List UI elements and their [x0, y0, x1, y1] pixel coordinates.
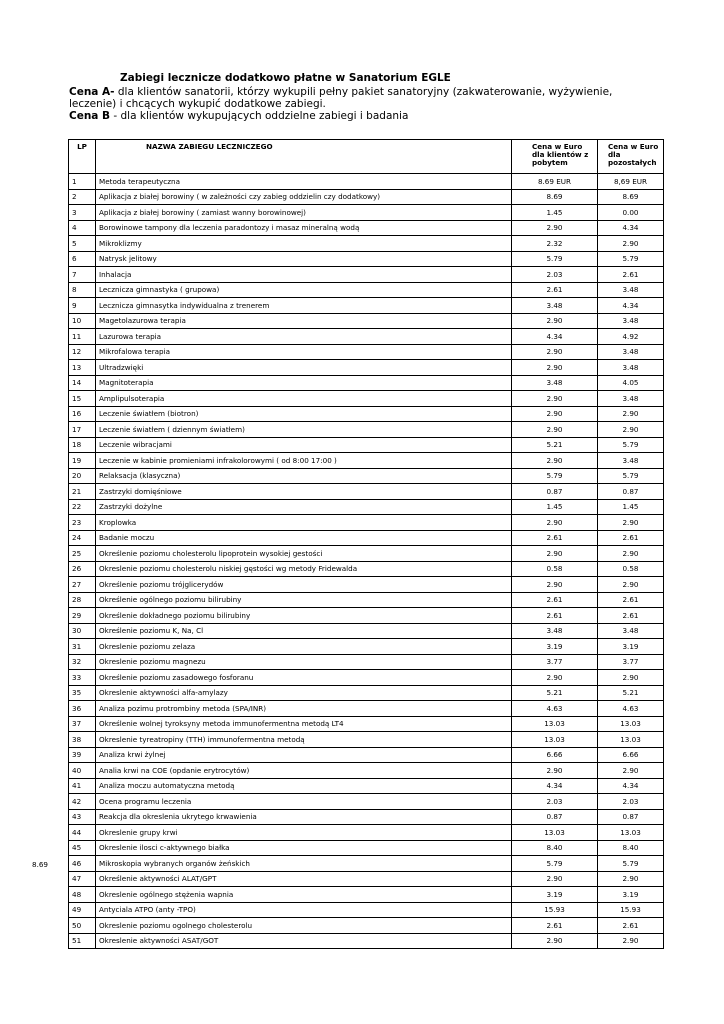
cell-name: Zastrzyki domięśniowe [96, 484, 512, 500]
table-row [69, 918, 664, 934]
cell-price-b: 8.69 [598, 189, 664, 205]
cell-price-b: 5.79 [598, 251, 664, 267]
cell-name: Określenie wolnej tyroksyny metoda immunofermentna metodą LT4 [96, 716, 512, 732]
cell-price-a: 2.61 [512, 530, 598, 546]
cell-lp: 15 [69, 391, 96, 407]
cell-price-b: 4.34 [598, 220, 664, 236]
cell-lp: 33 [69, 670, 96, 686]
cell-lp: 50 [69, 918, 96, 934]
table-row [69, 236, 664, 252]
header-name: NAZWA ZABIEGU LECZNICZEGO [96, 140, 512, 174]
cell-lp: 3 [69, 205, 96, 221]
cell-price-b: 5.79 [598, 468, 664, 484]
cell-price-a: 2.90 [512, 763, 598, 779]
table-row [69, 360, 664, 376]
cell-lp: 23 [69, 515, 96, 531]
table-row [69, 499, 664, 515]
cell-price-b: 3.48 [598, 623, 664, 639]
table-row [69, 856, 664, 872]
table-row [69, 592, 664, 608]
cell-price-a: 5.79 [512, 856, 598, 872]
cell-name: Określenie ogólnego poziomu bilirubiny [96, 592, 512, 608]
cell-price-a: 2.61 [512, 282, 598, 298]
cell-price-b: 2.90 [598, 871, 664, 887]
cell-lp: 40 [69, 763, 96, 779]
cell-lp: 43 [69, 809, 96, 825]
cell-name: Okreslenie ogólnego stężenia wapnia [96, 887, 512, 903]
cell-price-b: 5.79 [598, 856, 664, 872]
header-lp: LP [69, 140, 96, 174]
cell-lp: 51 [69, 933, 96, 949]
cell-name: Analia krwi na COE (opdanie erytrocytów) [96, 763, 512, 779]
cell-lp: 49 [69, 902, 96, 918]
cell-lp: 48 [69, 887, 96, 903]
cell-lp: 11 [69, 329, 96, 345]
table-row [69, 375, 664, 391]
cell-name: Okreslenie poziomu ogolnego cholesterolu [96, 918, 512, 934]
cell-name: Leczenie światłem (biotron) [96, 406, 512, 422]
table-row [69, 639, 664, 655]
table-row [69, 871, 664, 887]
cell-price-b: 4.34 [598, 298, 664, 314]
cell-price-a: 1.45 [512, 205, 598, 221]
cell-price-b: 2.90 [598, 933, 664, 949]
cell-price-b: 13.03 [598, 716, 664, 732]
table-row [69, 809, 664, 825]
cell-lp: 9 [69, 298, 96, 314]
cell-lp: 27 [69, 577, 96, 593]
cell-price-b: 3.48 [598, 344, 664, 360]
cell-name: Lecznicza gimnasytka indywidualna z trenerem [96, 298, 512, 314]
table-body [69, 174, 664, 949]
cell-name: Ocena programu leczenia [96, 794, 512, 810]
cell-price-b: 2.90 [598, 515, 664, 531]
cell-name: Badanie moczu [96, 530, 512, 546]
cell-price-b: 4.92 [598, 329, 664, 345]
cell-price-a: 3.48 [512, 375, 598, 391]
cell-price-b: 2.61 [598, 592, 664, 608]
cell-price-a: 8.69 EUR [512, 174, 598, 190]
cell-lp: 14 [69, 375, 96, 391]
cell-name: Ultradzwięki [96, 360, 512, 376]
cell-name: Magnitoterapia [96, 375, 512, 391]
table-row [69, 902, 664, 918]
cena-b-label: Cena B [69, 110, 111, 122]
cell-name: Mikrofalowa terapia [96, 344, 512, 360]
cell-price-a: 13.03 [512, 825, 598, 841]
cell-lp: 36 [69, 701, 96, 717]
cena-a-text: dla klientów sanatorii, którzy wykupili pełny pakiet sanatoryjny (zakwaterowanie, wyżywienie, leczenie) i chcących wykupić dodatkowe zabiegi. [69, 86, 613, 110]
cell-lp: 12 [69, 344, 96, 360]
table-row [69, 267, 664, 283]
cell-name: Leczenie światłem ( dziennym światłem) [96, 422, 512, 438]
cell-price-a: 2.90 [512, 670, 598, 686]
table-row [69, 701, 664, 717]
cell-lp: 2 [69, 189, 96, 205]
cell-name: Leczenie wibracjami [96, 437, 512, 453]
cell-price-a: 13.03 [512, 716, 598, 732]
cell-lp: 8 [69, 282, 96, 298]
cell-name: Okreslenie ilosci c-aktywnego białka [96, 840, 512, 856]
cell-price-b: 0.58 [598, 561, 664, 577]
cell-price-b: 13.03 [598, 732, 664, 748]
table-row [69, 763, 664, 779]
cell-price-b: 3.48 [598, 282, 664, 298]
cell-name: Metoda terapeutyczna [96, 174, 512, 190]
table-row [69, 778, 664, 794]
cell-name: Aplikacja z białej borowiny ( zamiast wanny borowinowej) [96, 205, 512, 221]
cell-price-b: 6.66 [598, 747, 664, 763]
table-row [69, 344, 664, 360]
cell-name: Okreslenie aktywności ASAT/GOT [96, 933, 512, 949]
table-row [69, 174, 664, 190]
cell-name: Relaksacja (klasyczna) [96, 468, 512, 484]
cell-name: Okreslenie grupy krwi [96, 825, 512, 841]
cell-name: Lecznicza gimnastyka ( grupowa) [96, 282, 512, 298]
cell-lp: 6 [69, 251, 96, 267]
cell-name: Antyciala ATPO (anty -TPO) [96, 902, 512, 918]
cell-name: Określenie poziomu K, Na, Cl [96, 623, 512, 639]
cell-price-b: 2.90 [598, 236, 664, 252]
cell-lp: 17 [69, 422, 96, 438]
cell-lp: 21 [69, 484, 96, 500]
cell-price-b: 4.34 [598, 778, 664, 794]
cell-price-a: 2.90 [512, 220, 598, 236]
cell-price-b: 3.48 [598, 453, 664, 469]
cell-price-b: 5.79 [598, 437, 664, 453]
cell-lp: 29 [69, 608, 96, 624]
cell-lp: 38 [69, 732, 96, 748]
header-price-b: Cena w Euro dla pozostałych [598, 140, 664, 174]
cell-name: Kroplowka [96, 515, 512, 531]
cell-lp: 20 [69, 468, 96, 484]
cell-price-a: 3.77 [512, 654, 598, 670]
cell-name: Mikroskopia wybranych organów żeńskich [96, 856, 512, 872]
cell-price-b: 2.03 [598, 794, 664, 810]
cell-lp: 42 [69, 794, 96, 810]
cell-lp: 32 [69, 654, 96, 670]
cell-name: Zastrzyki dożylne [96, 499, 512, 515]
cell-price-a: 2.90 [512, 422, 598, 438]
cell-name: Określenie aktywności ALAT/GPT [96, 871, 512, 887]
cell-lp: 18 [69, 437, 96, 453]
cell-name: Amplipulsoterapia [96, 391, 512, 407]
cell-lp: 7 [69, 267, 96, 283]
cell-price-b: 2.90 [598, 763, 664, 779]
cell-price-b: 8.40 [598, 840, 664, 856]
cena-a-paragraph [69, 86, 649, 110]
cell-price-a: 5.21 [512, 437, 598, 453]
cell-price-b: 1.45 [598, 499, 664, 515]
table-row [69, 840, 664, 856]
cell-price-a: 5.79 [512, 468, 598, 484]
cell-price-b: 0.87 [598, 484, 664, 500]
cell-price-a: 2.61 [512, 592, 598, 608]
cell-price-a: 2.90 [512, 515, 598, 531]
table-row [69, 406, 664, 422]
table-row [69, 933, 664, 949]
cell-price-b: 15.93 [598, 902, 664, 918]
cell-price-a: 2.61 [512, 608, 598, 624]
table-row [69, 422, 664, 438]
table-row [69, 577, 664, 593]
cell-lp: 5 [69, 236, 96, 252]
cell-name: Określenie dokładnego poziomu bilirubiny [96, 608, 512, 624]
cell-price-b: 0.00 [598, 205, 664, 221]
cell-lp: 22 [69, 499, 96, 515]
cell-price-a: 2.90 [512, 546, 598, 562]
cell-lp: 24 [69, 530, 96, 546]
cena-b-text: - dla klientów wykupujących oddzielne zabiegi i badania [110, 110, 409, 122]
cell-lp: 25 [69, 546, 96, 562]
table-row [69, 794, 664, 810]
cell-price-a: 2.90 [512, 871, 598, 887]
cell-price-b: 2.90 [598, 422, 664, 438]
cell-price-a: 4.34 [512, 329, 598, 345]
cell-lp: 35 [69, 685, 96, 701]
cell-name: Reakcja dla okreslenia ukrytego krwawienia [96, 809, 512, 825]
cell-price-b: 0.87 [598, 809, 664, 825]
cell-price-a: 5.21 [512, 685, 598, 701]
cell-price-a: 0.87 [512, 809, 598, 825]
cell-price-b: 8,69 EUR [598, 174, 664, 190]
table-row [69, 561, 664, 577]
cell-price-b: 3.19 [598, 887, 664, 903]
cell-lp: 31 [69, 639, 96, 655]
cell-lp: 44 [69, 825, 96, 841]
table-row [69, 484, 664, 500]
cell-name: Leczenie w kabinie promieniami infrakolorowymi ( od 8:00 17:00 ) [96, 453, 512, 469]
cell-price-a: 2.32 [512, 236, 598, 252]
cell-name: Mikroklizmy [96, 236, 512, 252]
table-row [69, 251, 664, 267]
table-row [69, 189, 664, 205]
cell-lp: 39 [69, 747, 96, 763]
cell-price-a: 13.03 [512, 732, 598, 748]
table-row [69, 530, 664, 546]
cell-price-b: 2.90 [598, 406, 664, 422]
cell-price-a: 2.03 [512, 267, 598, 283]
cell-price-b: 5.21 [598, 685, 664, 701]
cell-price-b: 3.48 [598, 313, 664, 329]
table-row [69, 747, 664, 763]
cell-name: Borowinowe tampony dla leczenia paradontozy i masaz mineralną wodą [96, 220, 512, 236]
table-row [69, 825, 664, 841]
cell-price-a: 5.79 [512, 251, 598, 267]
price-table [68, 139, 664, 949]
cell-lp: 30 [69, 623, 96, 639]
cell-price-b: 3.77 [598, 654, 664, 670]
cell-price-b: 2.61 [598, 267, 664, 283]
cell-lp: 28 [69, 592, 96, 608]
cell-price-a: 15.93 [512, 902, 598, 918]
cell-price-a: 3.48 [512, 298, 598, 314]
cell-name: Okreslenie poziomu cholesterolu niskiej gęstości wg metody Fridewalda [96, 561, 512, 577]
table-row [69, 716, 664, 732]
cell-lp: 19 [69, 453, 96, 469]
cell-price-a: 3.48 [512, 623, 598, 639]
table-row [69, 220, 664, 236]
cell-lp: 37 [69, 716, 96, 732]
cell-price-a: 3.19 [512, 887, 598, 903]
cell-price-a: 4.63 [512, 701, 598, 717]
table-row [69, 282, 664, 298]
cell-price-a: 2.90 [512, 453, 598, 469]
cell-name: Natrysk jelitowy [96, 251, 512, 267]
table-row [69, 298, 664, 314]
cell-name: Analiza pozimu protrombiny metoda (SPA/INR) [96, 701, 512, 717]
cell-lp: 1 [69, 174, 96, 190]
cell-price-a: 2.90 [512, 344, 598, 360]
table-row [69, 313, 664, 329]
cell-name: Okreslenie poziomu zelaza [96, 639, 512, 655]
cell-price-a: 3.19 [512, 639, 598, 655]
table-row [69, 887, 664, 903]
table-row [69, 654, 664, 670]
table-row [69, 608, 664, 624]
margin-note: 8.69 [32, 860, 49, 869]
table-row [69, 391, 664, 407]
cell-price-a: 2.90 [512, 933, 598, 949]
cell-name: Określenie poziomu zasadowego fosforanu [96, 670, 512, 686]
cell-price-a: 1.45 [512, 499, 598, 515]
document-title: Zabiegi lecznicze dodatkowo płatne w Sanatorium EGLE [120, 72, 451, 84]
cell-name: Inhalacja [96, 267, 512, 283]
cell-price-a: 2.90 [512, 577, 598, 593]
cell-lp: 13 [69, 360, 96, 376]
table-row [69, 670, 664, 686]
cell-price-b: 4.05 [598, 375, 664, 391]
cell-name: Analiza krwi żylnej [96, 747, 512, 763]
cell-price-b: 3.19 [598, 639, 664, 655]
table-row [69, 437, 664, 453]
table-row [69, 329, 664, 345]
cell-price-a: 2.90 [512, 313, 598, 329]
cell-lp: 4 [69, 220, 96, 236]
cell-name: Analiza moczu automatyczna metodą [96, 778, 512, 794]
cell-price-a: 0.58 [512, 561, 598, 577]
cell-lp: 46 [69, 856, 96, 872]
cell-price-b: 3.48 [598, 360, 664, 376]
cell-name: Okreslenie poziomu magnezu [96, 654, 512, 670]
cell-name: Okreslenie tyreatropiny (TTH) immunofermentna metodą [96, 732, 512, 748]
cell-price-b: 2.61 [598, 530, 664, 546]
table-row [69, 515, 664, 531]
cell-lp: 16 [69, 406, 96, 422]
cell-name: Określenie poziomu cholesterolu lipoprotein wysokiej gestości [96, 546, 512, 562]
table-row [69, 546, 664, 562]
table-row [69, 623, 664, 639]
cena-b-paragraph [69, 110, 649, 122]
cell-price-b: 13.03 [598, 825, 664, 841]
table-row [69, 453, 664, 469]
cell-lp: 10 [69, 313, 96, 329]
table-header-row [69, 140, 664, 174]
header-price-a: Cena w Euro dla klientów z pobytem [512, 140, 598, 174]
cell-price-b: 2.61 [598, 608, 664, 624]
table-row [69, 468, 664, 484]
cell-price-b: 2.90 [598, 546, 664, 562]
cell-lp: 47 [69, 871, 96, 887]
table-row [69, 205, 664, 221]
cell-price-b: 2.90 [598, 577, 664, 593]
table-row [69, 732, 664, 748]
cell-name: Określenie poziomu trójglicerydów [96, 577, 512, 593]
cell-name: Magetolazurowa terapia [96, 313, 512, 329]
cell-lp: 26 [69, 561, 96, 577]
cell-name: Lazurowa terapia [96, 329, 512, 345]
cell-name: Okreslenie aktywności alfa-amylazy [96, 685, 512, 701]
cell-price-a: 2.90 [512, 360, 598, 376]
cell-price-a: 2.61 [512, 918, 598, 934]
cell-price-b: 2.61 [598, 918, 664, 934]
cell-price-b: 4.63 [598, 701, 664, 717]
cell-price-a: 0.87 [512, 484, 598, 500]
cell-price-a: 6.66 [512, 747, 598, 763]
cell-lp: 45 [69, 840, 96, 856]
cell-price-a: 8.69 [512, 189, 598, 205]
cell-price-a: 2.03 [512, 794, 598, 810]
cell-price-a: 2.90 [512, 406, 598, 422]
cell-lp: 41 [69, 778, 96, 794]
cell-price-b: 2.90 [598, 670, 664, 686]
table-row [69, 685, 664, 701]
cell-price-a: 2.90 [512, 391, 598, 407]
cell-price-b: 3.48 [598, 391, 664, 407]
cell-name: Aplikacja z białej borowiny ( w zależności czy zabieg oddzielin czy dodatkowy) [96, 189, 512, 205]
cell-price-a: 8.40 [512, 840, 598, 856]
cell-price-a: 4.34 [512, 778, 598, 794]
cena-a-label: Cena A- [69, 86, 115, 98]
